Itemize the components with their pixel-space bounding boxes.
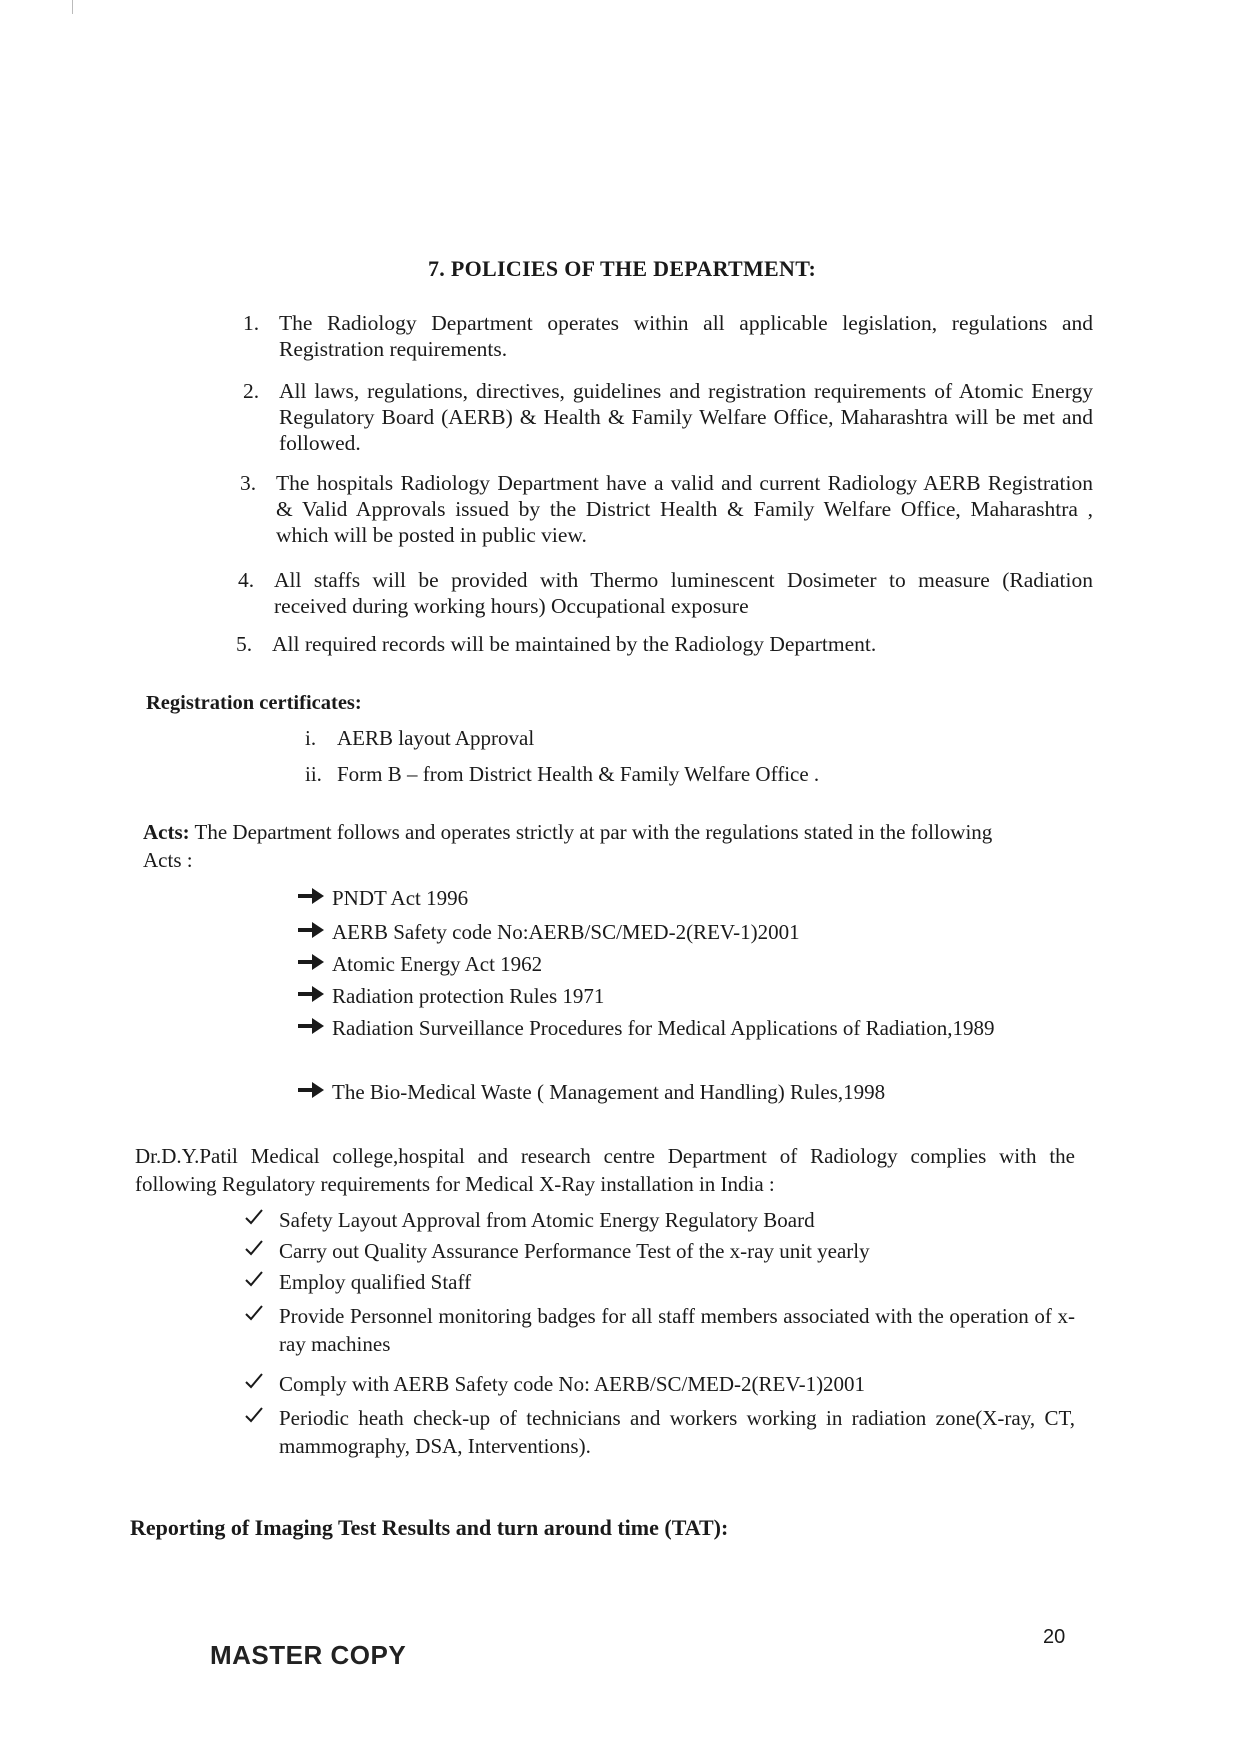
act-item xyxy=(296,982,604,1010)
registration-text: AERB layout Approval xyxy=(337,726,535,750)
compliance-item xyxy=(243,1206,815,1234)
act-text: AERB Safety code No:AERB/SC/MED-2(REV-1)2001 xyxy=(332,920,800,944)
compliance-item xyxy=(243,1370,865,1398)
arrow-right-icon xyxy=(296,1079,326,1101)
compliance-text: Carry out Quality Assurance Performance Test of the x-ray unit yearly xyxy=(279,1239,870,1263)
act-text: Radiation Surveillance Procedures for Medical Applications of Radiation,1989 xyxy=(332,1016,995,1040)
reporting-heading: Reporting of Imaging Test Results and turn around time (TAT): xyxy=(130,1515,729,1540)
compliance-item xyxy=(243,1404,1075,1460)
acts-intro: The Department follows and operates strictly at par with the regulations stated in the following Acts : xyxy=(143,820,993,872)
arrow-right-icon xyxy=(296,885,326,907)
roman-numeral: i. xyxy=(305,726,317,750)
policy-number: 3. xyxy=(240,471,257,495)
policy-number: 5. xyxy=(236,632,253,656)
policy-number: 1. xyxy=(243,311,260,335)
policy-text: All required records will be maintained by the Radiology Department. xyxy=(272,632,877,656)
registration-item-2 xyxy=(305,762,819,787)
compliance-text: Periodic heath check-up of technicians and workers working in radiation zone(X-ray, CT, mammography, DSA, Interventions). xyxy=(279,1406,1075,1458)
compliance-paragraph: Dr.D.Y.Patil Medical college,hospital and research centre Department of Radiology complies with the following Regulatory requirements for Medical X-Ray installation in India : xyxy=(135,1144,1075,1196)
registration-heading: Registration certificates: xyxy=(146,692,362,714)
compliance-item xyxy=(243,1302,1075,1358)
arrow-right-icon xyxy=(296,983,326,1005)
compliance-item xyxy=(243,1237,870,1265)
policy-text: All staffs will be provided with Thermo luminescent Dosimeter to measure (Radiation received during working hours) Occupational exposure xyxy=(274,568,1093,618)
compliance-item xyxy=(243,1268,471,1296)
policy-item-1 xyxy=(243,310,1093,362)
acts-paragraph xyxy=(143,818,1033,874)
act-item xyxy=(296,950,542,978)
registration-item-1 xyxy=(305,726,534,751)
policy-number: 4. xyxy=(238,568,255,592)
checkmark-icon xyxy=(243,1206,265,1228)
checkmark-icon xyxy=(243,1370,265,1392)
arrow-right-icon xyxy=(296,1015,326,1037)
compliance-text: Safety Layout Approval from Atomic Energy Regulatory Board xyxy=(279,1208,815,1232)
policy-number: 2. xyxy=(243,379,260,403)
act-text: Radiation protection Rules 1971 xyxy=(332,984,605,1008)
act-text: PNDT Act 1996 xyxy=(332,886,469,910)
master-copy-stamp: MASTER COPY xyxy=(210,1640,407,1670)
checkmark-icon xyxy=(243,1237,265,1259)
arrow-right-icon xyxy=(296,951,326,973)
scan-artifact-line xyxy=(72,0,73,14)
checkmark-icon xyxy=(243,1268,265,1290)
checkmark-icon xyxy=(243,1404,265,1426)
section-heading: 7. POLICIES OF THE DEPARTMENT: xyxy=(428,256,817,281)
act-item xyxy=(296,884,468,912)
compliance-text: Comply with AERB Safety code No: AERB/SC/MED-2(REV-1)2001 xyxy=(279,1372,866,1396)
registration-text: Form B – from District Health & Family Welfare Office . xyxy=(337,762,820,786)
arrow-right-icon xyxy=(296,919,326,941)
policy-text: All laws, regulations, directives, guidelines and registration requirements of Atomic Energy Regulatory Board (AERB) & Health & Family Welfare Office, Maharashtra will be met and followed. xyxy=(279,379,1093,455)
checkmark-icon xyxy=(243,1302,265,1324)
compliance-text: Provide Personnel monitoring badges for all staff members associated with the operation of x-ray machines xyxy=(279,1304,1075,1356)
page-number: 20 xyxy=(1043,1626,1066,1648)
policy-item-2 xyxy=(243,378,1093,456)
act-text: Atomic Energy Act 1962 xyxy=(332,952,543,976)
compliance-text: Employ qualified Staff xyxy=(279,1270,472,1294)
act-item xyxy=(296,918,800,946)
act-item xyxy=(296,1014,1082,1042)
policy-text: The Radiology Department operates within all applicable legislation, regulations and Registration requirements. xyxy=(279,311,1093,361)
act-item xyxy=(296,1078,885,1106)
policy-item-3 xyxy=(240,470,1093,548)
policy-item-4 xyxy=(238,567,1093,619)
act-text: The Bio-Medical Waste ( Management and Handling) Rules,1998 xyxy=(332,1080,886,1104)
acts-label: Acts: xyxy=(143,820,190,844)
policy-item-5 xyxy=(236,631,1093,657)
policy-text: The hospitals Radiology Department have a valid and current Radiology AERB Registration & Valid Approvals issued by the District Health & Family Welfare Office, Maharashtra , which will be posted in public view. xyxy=(276,471,1093,547)
roman-numeral: ii. xyxy=(305,762,322,786)
